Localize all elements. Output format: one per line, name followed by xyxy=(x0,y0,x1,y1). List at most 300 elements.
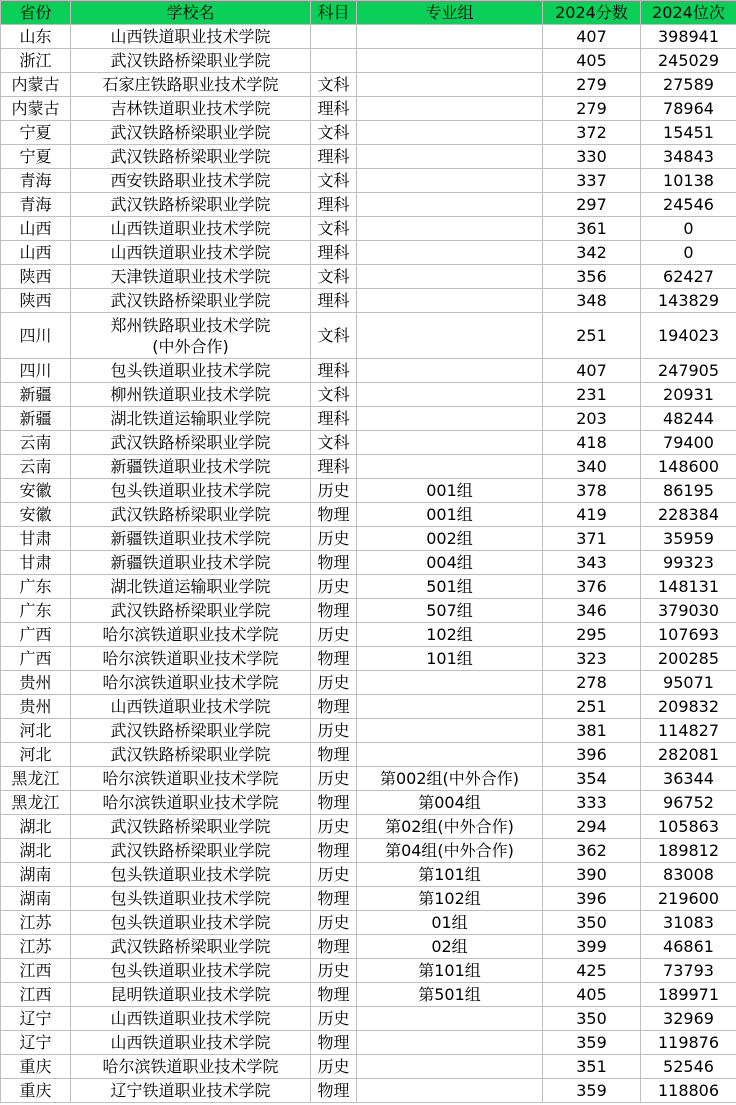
score-cell: 396 xyxy=(543,743,641,767)
school-cell: 哈尔滨铁道职业技术学院 xyxy=(71,671,311,695)
province-cell: 山西 xyxy=(1,241,71,265)
rank-cell: 228384 xyxy=(641,503,736,527)
score-cell: 294 xyxy=(543,815,641,839)
table-row xyxy=(1,671,736,695)
major-group-cell: 第102组 xyxy=(357,887,543,911)
rank-cell: 143829 xyxy=(641,289,736,313)
table-row xyxy=(1,431,736,455)
major-group-cell xyxy=(357,145,543,169)
province-cell: 江西 xyxy=(1,983,71,1007)
subject-cell: 物理 xyxy=(311,935,357,959)
table-row xyxy=(1,193,736,217)
province-cell: 重庆 xyxy=(1,1055,71,1079)
province-cell: 黑龙江 xyxy=(1,767,71,791)
school-cell: 武汉铁路桥梁职业学院 xyxy=(71,839,311,863)
score-cell: 378 xyxy=(543,479,641,503)
school-cell: 山西铁道职业技术学院 xyxy=(71,25,311,49)
school-cell: 包头铁道职业技术学院 xyxy=(71,863,311,887)
province-cell: 贵州 xyxy=(1,695,71,719)
school-cell: 武汉铁路桥梁职业学院 xyxy=(71,719,311,743)
table-row xyxy=(1,1031,736,1055)
table-row xyxy=(1,863,736,887)
major-group-cell xyxy=(357,383,543,407)
rank-cell: 46861 xyxy=(641,935,736,959)
subject-cell: 物理 xyxy=(311,887,357,911)
subject-cell: 物理 xyxy=(311,599,357,623)
school-cell: 天津铁道职业技术学院 xyxy=(71,265,311,289)
province-cell: 湖南 xyxy=(1,863,71,887)
score-cell: 390 xyxy=(543,863,641,887)
rank-cell: 83008 xyxy=(641,863,736,887)
subject-cell: 物理 xyxy=(311,503,357,527)
rank-cell: 34843 xyxy=(641,145,736,169)
major-group-cell: 第02组(中外合作) xyxy=(357,815,543,839)
score-cell: 330 xyxy=(543,145,641,169)
score-cell: 348 xyxy=(543,289,641,313)
table-row xyxy=(1,623,736,647)
subject-cell: 物理 xyxy=(311,1079,357,1103)
school-cell: 武汉铁路桥梁职业学院 xyxy=(71,49,311,73)
major-group-cell xyxy=(357,49,543,73)
rank-cell: 35959 xyxy=(641,527,736,551)
table-row xyxy=(1,911,736,935)
major-group-cell xyxy=(357,193,543,217)
major-group-cell xyxy=(357,241,543,265)
table-row xyxy=(1,289,736,313)
province-cell: 甘肃 xyxy=(1,527,71,551)
school-cell: 包头铁道职业技术学院 xyxy=(71,959,311,983)
score-cell: 425 xyxy=(543,959,641,983)
province-cell: 广东 xyxy=(1,599,71,623)
subject-cell: 物理 xyxy=(311,647,357,671)
school-cell: 山西铁道职业技术学院 xyxy=(71,695,311,719)
subject-cell: 物理 xyxy=(311,1031,357,1055)
province-cell: 浙江 xyxy=(1,49,71,73)
major-group-cell: 01组 xyxy=(357,911,543,935)
subject-cell: 物理 xyxy=(311,983,357,1007)
table-row xyxy=(1,1007,736,1031)
school-cell: 哈尔滨铁道职业技术学院 xyxy=(71,623,311,647)
province-cell: 江苏 xyxy=(1,935,71,959)
subject-cell: 文科 xyxy=(311,73,357,97)
score-cell: 343 xyxy=(543,551,641,575)
province-cell: 甘肃 xyxy=(1,551,71,575)
major-group-cell: 501组 xyxy=(357,575,543,599)
table-row xyxy=(1,935,736,959)
subject-cell: 理科 xyxy=(311,145,357,169)
school-cell: 湖北铁道运输职业学院 xyxy=(71,575,311,599)
table-row xyxy=(1,599,736,623)
school-cell: 西安铁路职业技术学院 xyxy=(71,169,311,193)
subject-cell: 历史 xyxy=(311,1007,357,1031)
score-cell: 350 xyxy=(543,1007,641,1031)
subject-cell: 物理 xyxy=(311,695,357,719)
subject-cell: 物理 xyxy=(311,791,357,815)
rank-cell: 20931 xyxy=(641,383,736,407)
table-body xyxy=(1,25,736,1103)
rank-cell: 189971 xyxy=(641,983,736,1007)
score-cell: 337 xyxy=(543,169,641,193)
score-cell: 405 xyxy=(543,49,641,73)
school-cell: 武汉铁路桥梁职业学院 xyxy=(71,935,311,959)
major-group-cell xyxy=(357,97,543,121)
table-header xyxy=(1,1,736,25)
rank-cell: 200285 xyxy=(641,647,736,671)
school-cell: 湖北铁道运输职业学院 xyxy=(71,407,311,431)
column-header-rank-2024: 2024位次 xyxy=(641,1,736,25)
table-row xyxy=(1,265,736,289)
rank-cell: 31083 xyxy=(641,911,736,935)
school-cell: 山西铁道职业技术学院 xyxy=(71,1007,311,1031)
rank-cell: 78964 xyxy=(641,97,736,121)
table-row xyxy=(1,575,736,599)
rank-cell: 247905 xyxy=(641,359,736,383)
province-cell: 河北 xyxy=(1,743,71,767)
province-cell: 江苏 xyxy=(1,911,71,935)
rank-cell: 32969 xyxy=(641,1007,736,1031)
major-group-cell xyxy=(357,169,543,193)
school-cell: 吉林铁道职业技术学院 xyxy=(71,97,311,121)
table-row xyxy=(1,695,736,719)
province-cell: 陕西 xyxy=(1,289,71,313)
major-group-cell: 101组 xyxy=(357,647,543,671)
score-cell: 396 xyxy=(543,887,641,911)
major-group-cell: 004组 xyxy=(357,551,543,575)
table-row xyxy=(1,25,736,49)
rank-cell: 118806 xyxy=(641,1079,736,1103)
province-cell: 四川 xyxy=(1,313,71,359)
table-row xyxy=(1,49,736,73)
table-row xyxy=(1,479,736,503)
rank-cell: 105863 xyxy=(641,815,736,839)
rank-cell: 282081 xyxy=(641,743,736,767)
rank-cell: 95071 xyxy=(641,671,736,695)
major-group-cell xyxy=(357,1007,543,1031)
subject-cell xyxy=(311,25,357,49)
table-row xyxy=(1,359,736,383)
school-cell: 包头铁道职业技术学院 xyxy=(71,911,311,935)
school-cell: 哈尔滨铁道职业技术学院 xyxy=(71,791,311,815)
table-row xyxy=(1,383,736,407)
score-cell: 350 xyxy=(543,911,641,935)
province-cell: 辽宁 xyxy=(1,1031,71,1055)
major-group-cell xyxy=(357,25,543,49)
table-row xyxy=(1,455,736,479)
score-cell: 333 xyxy=(543,791,641,815)
subject-cell: 历史 xyxy=(311,575,357,599)
score-cell: 295 xyxy=(543,623,641,647)
rank-cell: 62427 xyxy=(641,265,736,289)
rank-cell: 79400 xyxy=(641,431,736,455)
rank-cell: 73793 xyxy=(641,959,736,983)
column-header-subject: 科目 xyxy=(311,1,357,25)
table-row xyxy=(1,527,736,551)
subject-cell: 历史 xyxy=(311,911,357,935)
province-cell: 四川 xyxy=(1,359,71,383)
major-group-cell xyxy=(357,1079,543,1103)
major-group-cell xyxy=(357,121,543,145)
rank-cell: 15451 xyxy=(641,121,736,145)
school-cell: 哈尔滨铁道职业技术学院 xyxy=(71,1055,311,1079)
major-group-cell xyxy=(357,217,543,241)
major-group-cell: 001组 xyxy=(357,503,543,527)
major-group-cell xyxy=(357,719,543,743)
province-cell: 安徽 xyxy=(1,479,71,503)
major-group-cell: 02组 xyxy=(357,935,543,959)
subject-cell xyxy=(311,49,357,73)
score-cell: 376 xyxy=(543,575,641,599)
rank-cell: 219600 xyxy=(641,887,736,911)
rank-cell: 27589 xyxy=(641,73,736,97)
subject-cell: 理科 xyxy=(311,359,357,383)
subject-cell: 理科 xyxy=(311,289,357,313)
major-group-cell xyxy=(357,289,543,313)
column-header-score-2024: 2024分数 xyxy=(543,1,641,25)
province-cell: 山西 xyxy=(1,217,71,241)
major-group-cell xyxy=(357,431,543,455)
score-cell: 399 xyxy=(543,935,641,959)
province-cell: 重庆 xyxy=(1,1079,71,1103)
school-cell: 武汉铁路桥梁职业学院 xyxy=(71,145,311,169)
school-cell: 哈尔滨铁道职业技术学院 xyxy=(71,767,311,791)
subject-cell: 物理 xyxy=(311,743,357,767)
table-row xyxy=(1,145,736,169)
subject-cell: 理科 xyxy=(311,193,357,217)
score-cell: 372 xyxy=(543,121,641,145)
major-group-cell: 第004组 xyxy=(357,791,543,815)
school-cell: 昆明铁道职业技术学院 xyxy=(71,983,311,1007)
school-cell: 武汉铁路桥梁职业学院 xyxy=(71,121,311,145)
score-cell: 251 xyxy=(543,695,641,719)
subject-cell: 历史 xyxy=(311,959,357,983)
score-cell: 231 xyxy=(543,383,641,407)
rank-cell: 209832 xyxy=(641,695,736,719)
subject-cell: 历史 xyxy=(311,1055,357,1079)
school-cell: 包头铁道职业技术学院 xyxy=(71,887,311,911)
column-header-province: 省份 xyxy=(1,1,71,25)
province-cell: 广西 xyxy=(1,623,71,647)
subject-cell: 历史 xyxy=(311,719,357,743)
school-cell: 山西铁道职业技术学院 xyxy=(71,217,311,241)
province-cell: 内蒙古 xyxy=(1,73,71,97)
table-row xyxy=(1,551,736,575)
province-cell: 湖北 xyxy=(1,839,71,863)
province-cell: 辽宁 xyxy=(1,1007,71,1031)
table-row xyxy=(1,97,736,121)
score-cell: 356 xyxy=(543,265,641,289)
school-cell: 辽宁铁道职业技术学院 xyxy=(71,1079,311,1103)
major-group-cell xyxy=(357,313,543,359)
school-cell: 新疆铁道职业技术学院 xyxy=(71,527,311,551)
province-cell: 河北 xyxy=(1,719,71,743)
rank-cell: 114827 xyxy=(641,719,736,743)
province-cell: 云南 xyxy=(1,455,71,479)
school-cell: 山西铁道职业技术学院 xyxy=(71,1031,311,1055)
score-cell: 279 xyxy=(543,97,641,121)
score-cell: 371 xyxy=(543,527,641,551)
major-group-cell xyxy=(357,743,543,767)
school-cell: 武汉铁路桥梁职业学院 xyxy=(71,193,311,217)
table-row xyxy=(1,503,736,527)
score-cell: 359 xyxy=(543,1031,641,1055)
province-cell: 宁夏 xyxy=(1,121,71,145)
score-cell: 323 xyxy=(543,647,641,671)
score-cell: 351 xyxy=(543,1055,641,1079)
subject-cell: 物理 xyxy=(311,839,357,863)
table-row xyxy=(1,407,736,431)
province-cell: 广西 xyxy=(1,647,71,671)
score-cell: 203 xyxy=(543,407,641,431)
major-group-cell xyxy=(357,73,543,97)
school-name-line: 郑州铁路职业技术学院 xyxy=(110,315,271,335)
rank-cell: 189812 xyxy=(641,839,736,863)
table-row xyxy=(1,743,736,767)
rank-cell: 119876 xyxy=(641,1031,736,1055)
school-cell: 包头铁道职业技术学院 xyxy=(71,479,311,503)
rank-cell: 194023 xyxy=(641,313,736,359)
school-cell: 武汉铁路桥梁职业学院 xyxy=(71,743,311,767)
rank-cell: 24546 xyxy=(641,193,736,217)
rank-cell: 48244 xyxy=(641,407,736,431)
table-row xyxy=(1,217,736,241)
rank-cell: 148131 xyxy=(641,575,736,599)
subject-cell: 历史 xyxy=(311,479,357,503)
rank-cell: 52546 xyxy=(641,1055,736,1079)
school-cell: 哈尔滨铁道职业技术学院 xyxy=(71,647,311,671)
major-group-cell xyxy=(357,265,543,289)
score-cell: 297 xyxy=(543,193,641,217)
score-cell: 418 xyxy=(543,431,641,455)
major-group-cell xyxy=(357,359,543,383)
table-row xyxy=(1,73,736,97)
province-cell: 黑龙江 xyxy=(1,791,71,815)
province-cell: 安徽 xyxy=(1,503,71,527)
rank-cell: 10138 xyxy=(641,169,736,193)
subject-cell: 文科 xyxy=(311,383,357,407)
school-cell: 新疆铁道职业技术学院 xyxy=(71,551,311,575)
major-group-cell: 第04组(中外合作) xyxy=(357,839,543,863)
school-name-line: (中外合作) xyxy=(152,336,229,356)
table-row xyxy=(1,241,736,265)
school-cell: 新疆铁道职业技术学院 xyxy=(71,455,311,479)
table-row xyxy=(1,1079,736,1103)
table-row xyxy=(1,647,736,671)
school-cell: 武汉铁路桥梁职业学院 xyxy=(71,815,311,839)
table-row xyxy=(1,959,736,983)
rank-cell: 36344 xyxy=(641,767,736,791)
school-cell: 包头铁道职业技术学院 xyxy=(71,359,311,383)
province-cell: 青海 xyxy=(1,169,71,193)
column-header-school: 学校名 xyxy=(71,1,311,25)
province-cell: 青海 xyxy=(1,193,71,217)
province-cell: 陕西 xyxy=(1,265,71,289)
major-group-cell: 002组 xyxy=(357,527,543,551)
province-cell: 山东 xyxy=(1,25,71,49)
province-cell: 广东 xyxy=(1,575,71,599)
major-group-cell: 第101组 xyxy=(357,863,543,887)
subject-cell: 理科 xyxy=(311,455,357,479)
major-group-cell: 001组 xyxy=(357,479,543,503)
score-cell: 407 xyxy=(543,25,641,49)
major-group-cell xyxy=(357,671,543,695)
score-cell: 251 xyxy=(543,313,641,359)
rank-cell: 96752 xyxy=(641,791,736,815)
subject-cell: 历史 xyxy=(311,671,357,695)
school-cell: 石家庄铁路职业技术学院 xyxy=(71,73,311,97)
major-group-cell xyxy=(357,695,543,719)
subject-cell: 文科 xyxy=(311,121,357,145)
table-row xyxy=(1,887,736,911)
subject-cell: 理科 xyxy=(311,97,357,121)
major-group-cell: 第101组 xyxy=(357,959,543,983)
table-row xyxy=(1,791,736,815)
province-cell: 宁夏 xyxy=(1,145,71,169)
province-cell: 云南 xyxy=(1,431,71,455)
province-cell: 湖北 xyxy=(1,815,71,839)
score-cell: 381 xyxy=(543,719,641,743)
subject-cell: 文科 xyxy=(311,169,357,193)
subject-cell: 历史 xyxy=(311,623,357,647)
major-group-cell xyxy=(357,1055,543,1079)
subject-cell: 文科 xyxy=(311,217,357,241)
score-cell: 407 xyxy=(543,359,641,383)
table-row xyxy=(1,839,736,863)
score-cell: 359 xyxy=(543,1079,641,1103)
subject-cell: 文科 xyxy=(311,431,357,455)
province-cell: 新疆 xyxy=(1,407,71,431)
rank-cell: 148600 xyxy=(641,455,736,479)
school-cell xyxy=(71,313,311,359)
rank-cell: 0 xyxy=(641,241,736,265)
subject-cell: 历史 xyxy=(311,863,357,887)
subject-cell: 文科 xyxy=(311,313,357,359)
province-cell: 贵州 xyxy=(1,671,71,695)
header-row xyxy=(1,1,736,25)
subject-cell: 理科 xyxy=(311,407,357,431)
column-header-major-group: 专业组 xyxy=(357,1,543,25)
province-cell: 新疆 xyxy=(1,383,71,407)
table-row xyxy=(1,815,736,839)
school-cell: 武汉铁路桥梁职业学院 xyxy=(71,599,311,623)
major-group-cell xyxy=(357,1031,543,1055)
subject-cell: 历史 xyxy=(311,767,357,791)
subject-cell: 历史 xyxy=(311,527,357,551)
province-cell: 江西 xyxy=(1,959,71,983)
rank-cell: 0 xyxy=(641,217,736,241)
score-cell: 362 xyxy=(543,839,641,863)
score-cell: 419 xyxy=(543,503,641,527)
rank-cell: 379030 xyxy=(641,599,736,623)
subject-cell: 物理 xyxy=(311,551,357,575)
table-row xyxy=(1,121,736,145)
province-cell: 内蒙古 xyxy=(1,97,71,121)
major-group-cell: 第002组(中外合作) xyxy=(357,767,543,791)
rank-cell: 398941 xyxy=(641,25,736,49)
score-cell: 342 xyxy=(543,241,641,265)
table-row xyxy=(1,313,736,359)
score-cell: 346 xyxy=(543,599,641,623)
major-group-cell: 第501组 xyxy=(357,983,543,1007)
rank-cell: 245029 xyxy=(641,49,736,73)
school-cell: 武汉铁路桥梁职业学院 xyxy=(71,431,311,455)
table-row xyxy=(1,1055,736,1079)
score-cell: 361 xyxy=(543,217,641,241)
school-cell: 武汉铁路桥梁职业学院 xyxy=(71,289,311,313)
major-group-cell xyxy=(357,455,543,479)
subject-cell: 理科 xyxy=(311,241,357,265)
school-cell: 武汉铁路桥梁职业学院 xyxy=(71,503,311,527)
table-row xyxy=(1,983,736,1007)
